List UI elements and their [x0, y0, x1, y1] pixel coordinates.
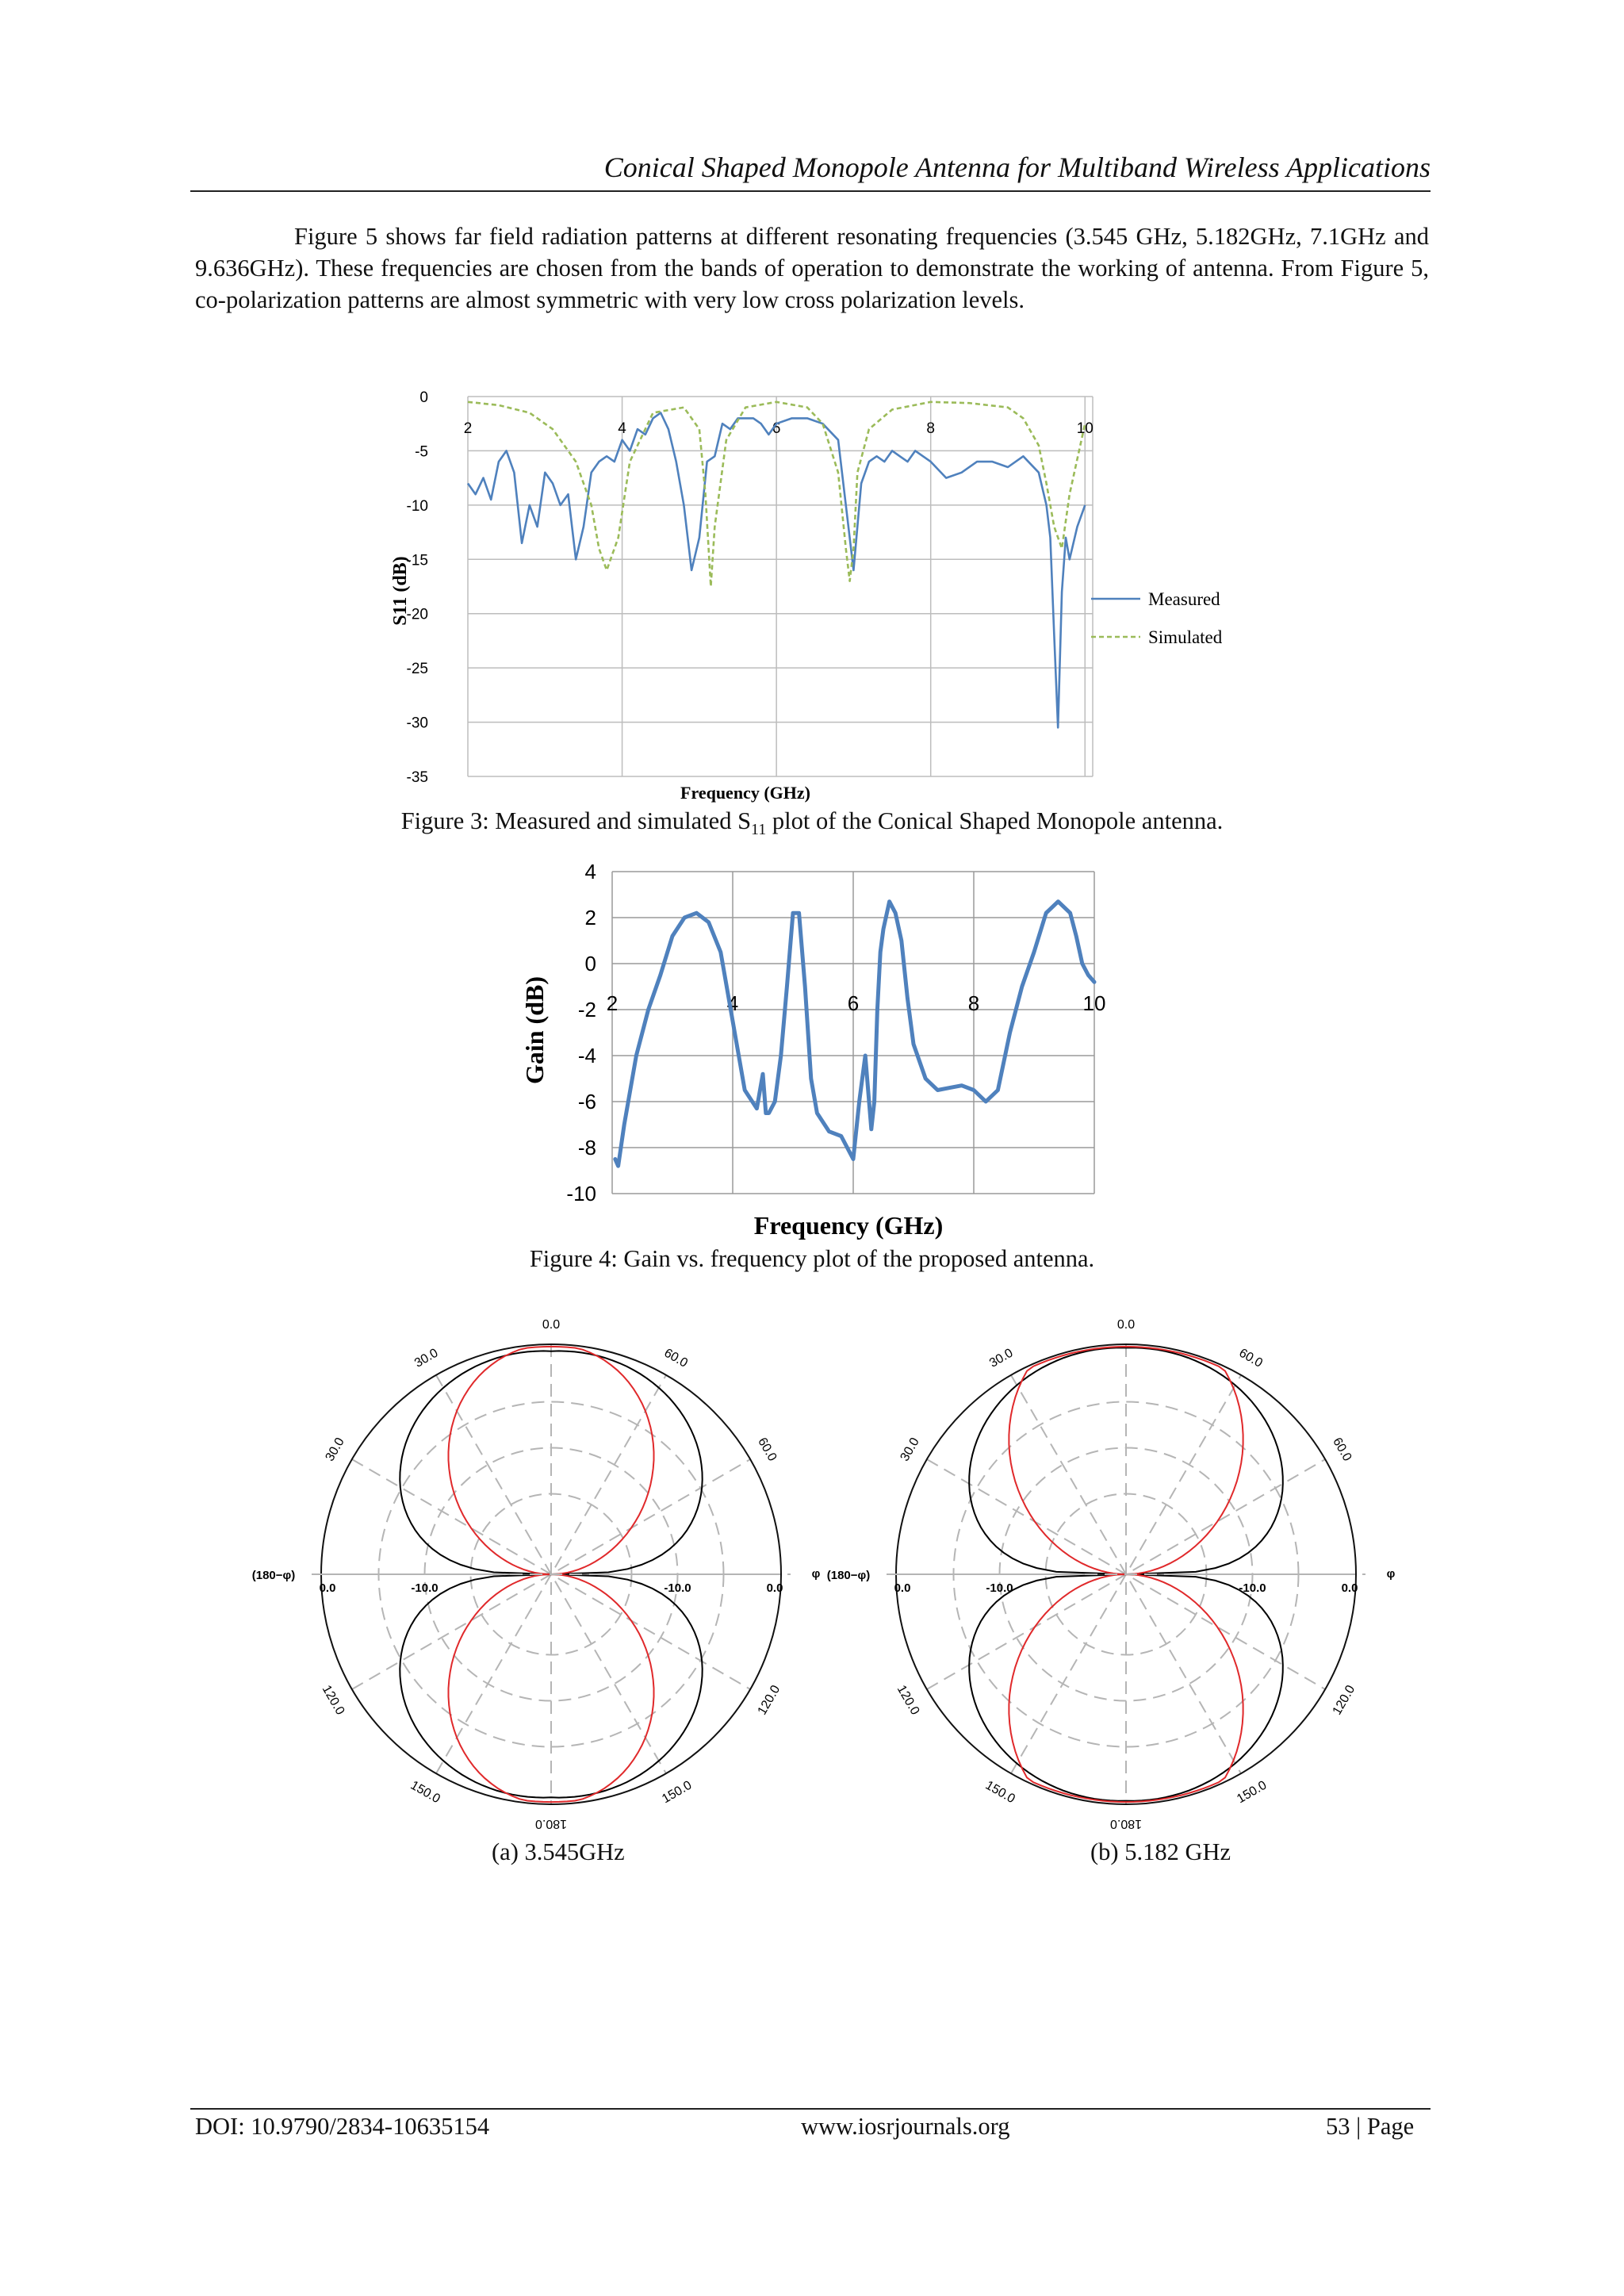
gain-y-axis-label: Gain (dB) — [520, 976, 549, 1085]
angle-label: 150.0 — [1235, 1778, 1270, 1807]
x-tick-label: 6 — [847, 991, 860, 1015]
s11-gridlines — [468, 397, 1093, 776]
y-tick-label: -25 — [406, 661, 428, 678]
y-tick-label: -10 — [566, 1182, 596, 1205]
header-rule — [190, 190, 1431, 192]
angle-label: 0.0 — [542, 1318, 561, 1332]
footer-page: 53 | Page — [1326, 2113, 1415, 2140]
radial-label: 0.0 — [894, 1581, 911, 1595]
y-tick-label: -2 — [577, 998, 596, 1022]
x-tick-label: 2 — [606, 991, 619, 1015]
angle-label: 30.0 — [323, 1435, 347, 1464]
angle-label: 150.0 — [408, 1778, 442, 1807]
y-tick-label: -4 — [577, 1044, 596, 1068]
angle-label: 120.0 — [755, 1683, 783, 1718]
y-tick-label: -35 — [406, 769, 428, 786]
radial-label: -10.0 — [411, 1581, 439, 1595]
right-axis-label: φ — [1386, 1567, 1396, 1581]
figure4-caption: Figure 4: Gain vs. frequency plot of the proposed antenna. — [529, 1245, 1095, 1272]
left-axis-label: (180−φ) — [251, 1569, 296, 1582]
panel-b-label: (b) 5.182 GHz — [1090, 1838, 1231, 1865]
x-tick-label: 8 — [926, 420, 935, 437]
series-line-gain — [615, 902, 1094, 1167]
angle-label: 30.0 — [412, 1346, 441, 1370]
y-tick-label: 2 — [584, 906, 596, 930]
radial-label: 0.0 — [766, 1581, 783, 1595]
running-title: Conical Shaped Monopole Antenna for Multiband Wireless Applications — [603, 151, 1431, 183]
angle-label: 60.0 — [1330, 1435, 1354, 1464]
angle-label: 120.0 — [319, 1683, 347, 1718]
angle-label: 120.0 — [1330, 1683, 1358, 1718]
angle-label: 30.0 — [987, 1346, 1016, 1370]
angle-label: 180.0 — [1109, 1817, 1143, 1830]
angle-label: 120.0 — [894, 1683, 922, 1718]
s11-chart — [373, 377, 1261, 809]
radial-label: -10.0 — [664, 1581, 691, 1595]
footer-doi: DOI: 10.9790/2834-10635154 — [195, 2113, 490, 2140]
radial-label: -10.0 — [986, 1581, 1013, 1595]
gain-series — [615, 902, 1094, 1167]
x-tick-label: 6 — [772, 420, 781, 437]
x-tick-label: 4 — [726, 991, 739, 1015]
gain-x-axis-label: Frequency (GHz) — [753, 1211, 944, 1240]
s11-legend — [1091, 589, 1223, 647]
angle-label: 60.0 — [755, 1435, 779, 1464]
figure3-caption: Figure 3: Measured and simulated $S_{11}$ plot of the Conical Shaped Monopole antenna. — [400, 807, 1224, 839]
left-axis-label: (180−φ) — [826, 1569, 871, 1582]
right-axis-label: φ — [811, 1567, 821, 1581]
y-tick-label: -20 — [406, 606, 428, 623]
angle-label: 0.0 — [1116, 1318, 1136, 1332]
s11-y-axis-label: S11 (dB) — [390, 556, 411, 626]
x-tick-label: 4 — [618, 420, 626, 437]
panel-a-label: (a) 3.545GHz — [492, 1838, 625, 1865]
angle-label: 60.0 — [661, 1346, 690, 1370]
angle-label: 180.0 — [534, 1817, 568, 1830]
y-tick-label: 0 — [419, 389, 428, 406]
x-tick-label: 8 — [967, 991, 980, 1015]
radial-label: 0.0 — [319, 1581, 336, 1595]
angle-label: 30.0 — [898, 1435, 922, 1464]
x-tick-label: 10 — [1082, 991, 1106, 1015]
gain-x-tick-labels — [607, 991, 1106, 1015]
polar-plot-5182 — [813, 1301, 1447, 1840]
y-tick-label: -5 — [415, 443, 428, 461]
legend-entry: Simulated — [1148, 627, 1223, 647]
gain-chart — [508, 853, 1110, 1249]
y-tick-label: -10 — [406, 497, 428, 515]
angle-label: 150.0 — [982, 1778, 1017, 1807]
angle-label: 150.0 — [660, 1778, 695, 1807]
x-tick-label: 2 — [463, 420, 473, 437]
s11-x-axis-label: Frequency (GHz) — [680, 783, 810, 803]
y-tick-label: -30 — [406, 715, 428, 732]
y-tick-label: 4 — [584, 860, 596, 884]
body-paragraph: Figure 5 shows far field radiation patterns at different resonating frequencies (3.545 GHz, 5.182GHz, 7.1GHz and 9.636GHz). These frequencies are chosen from the bands of operation to demonstrate the working of antenna. From Figure 5, co-polarization patterns are almost symmetric with very low cross polarization levels. — [195, 223, 1429, 313]
footer-rule — [190, 2108, 1431, 2110]
x-tick-label: 10 — [1076, 420, 1094, 437]
angle-label: 60.0 — [1236, 1346, 1265, 1370]
y-tick-label: -15 — [406, 552, 428, 569]
y-tick-label: 0 — [584, 952, 596, 976]
gain-y-tick-labels — [566, 860, 596, 1205]
radial-label: 0.0 — [1341, 1581, 1358, 1595]
y-tick-label: -8 — [577, 1136, 596, 1159]
footer-site: www.iosrjournals.org — [801, 2113, 1010, 2140]
y-tick-label: -6 — [577, 1090, 596, 1114]
polar-plot-3545 — [238, 1301, 872, 1840]
legend-entry: Measured — [1148, 589, 1220, 609]
radial-label: -10.0 — [1239, 1581, 1266, 1595]
